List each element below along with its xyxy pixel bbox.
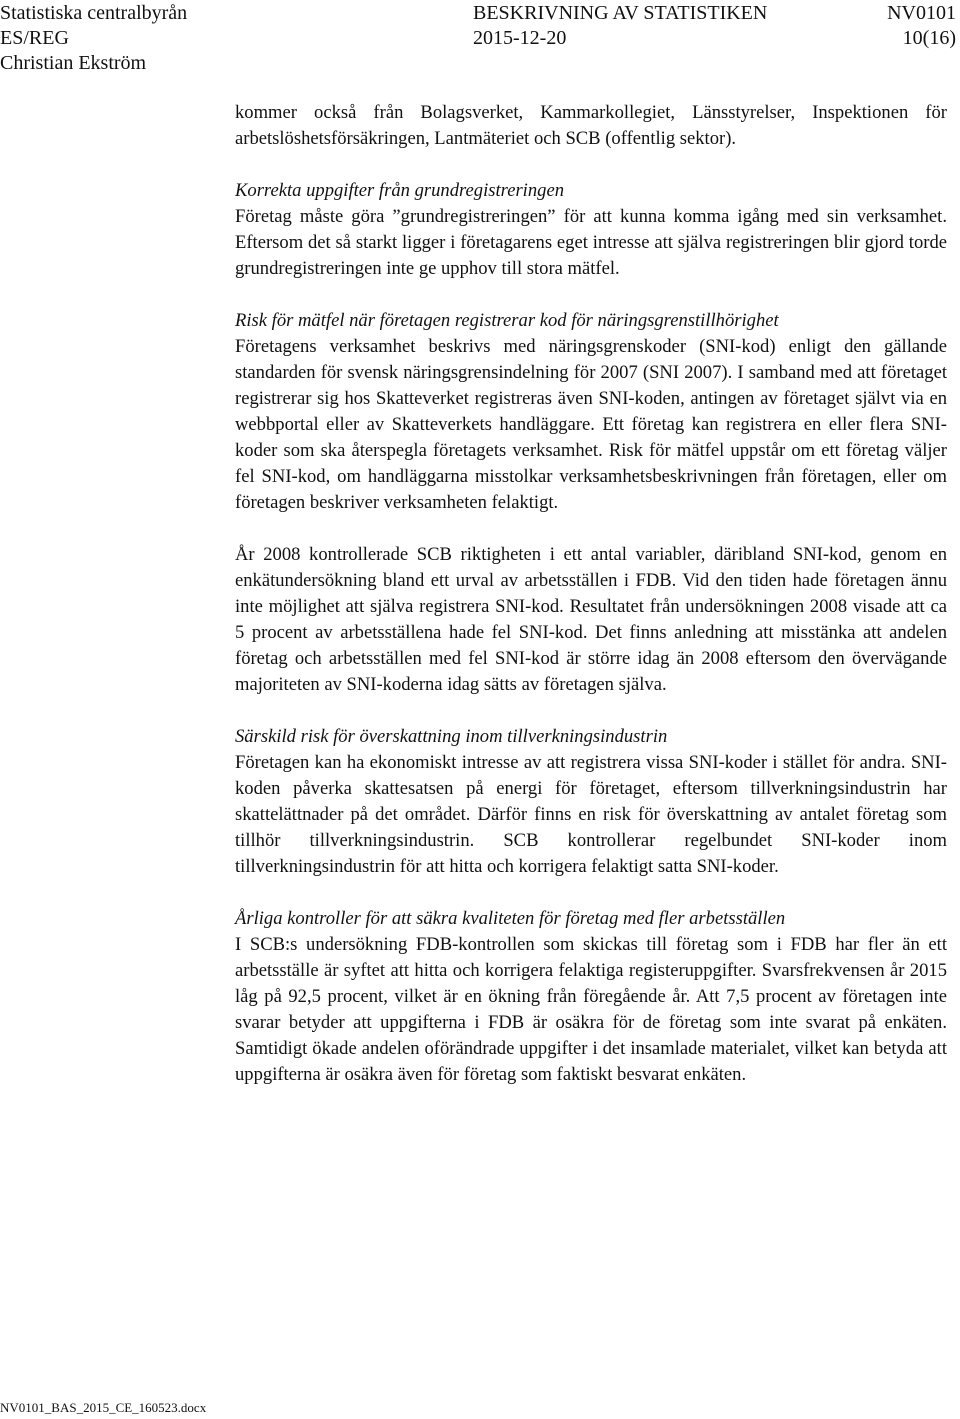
header-page-number: 10(16) [902,27,956,49]
section-heading: Korrekta uppgifter från grundregistreringen [235,180,564,201]
section-kontroll-2008 [235,542,947,698]
section-arliga-kontroller [235,906,947,1088]
page-footer [0,1400,206,1416]
page-header [0,0,960,80]
section-text: Företag måste göra ”grundregistreringen” för att kunna komma igång med sin verksamhet. Eftersom det så starkt ligger i företagarens eget intresse att själva registreringen blir gjord torde grundregistreringen inte ge upphov till stora mätfel. [235,206,947,279]
document-body [235,100,947,1114]
header-unit: ES/REG [0,27,69,49]
section-heading: Risk för mätfel när företagen registrerar kod för näringsgrenstillhörighet [235,310,779,331]
intro-paragraph [235,100,947,152]
section-tillverkningsindustri [235,724,947,880]
header-date: 2015-12-20 [473,27,567,49]
section-heading: Särskild risk för överskattning inom tillverkningsindustrin [235,726,668,747]
section-heading: Årliga kontroller för att säkra kvaliteten för företag med fler arbetsställen [235,908,786,929]
footer-filename: NV0101_BAS_2015_CE_160523.docx [0,1400,207,1415]
header-doc-title: BESKRIVNING AV STATISTIKEN [473,2,768,24]
section-grundregistrering [235,178,947,282]
section-text: Företagens verksamhet beskrivs med näringsgrenskoder (SNI-kod) enligt den gällande standarden för svensk näringsgrensindelning för 2007 (SNI 2007). I samband med att företaget registrerar sig hos Skatteverket registreras även SNI-koden, antingen av företaget självt via en webbportal eller av Skatteverkets handläggare. Ett företag kan registrera en eller flera SNI-koder som ska återspegla företagets verksamhet. Risk för mätfel uppstår om ett företag väljer fel SNI-kod, om handläggarna misstolkar verksamhetsbeskrivningen från företagen, eller om företagen beskriver verksamheten felaktigt. [235,336,947,513]
section-text: Företagen kan ha ekonomiskt intresse av att registrera vissa SNI-koder i stället för andra. SNI-koden påverka skattesatsen på energi för företaget, eftersom tillverkningsindustrin har skattelättnader på det området. Därför finns en risk för överskattning av antalet företag som tillhör tillverkningsindustrin. SCB kontrollerar regelbundet SNI-koder inom tillverkningsindustrin för att hitta och korrigera felaktigt satta SNI-koder. [235,752,947,877]
header-doc-code: NV0101 [887,2,956,24]
header-author: Christian Ekström [0,52,147,74]
section-text: I SCB:s undersökning FDB-kontrollen som skickas till företag som i FDB har fler än ett arbetsställe är syftet att hitta och korrigera felaktiga registeruppgifter. Svarsfrekvensen år 2015 låg på 92,5 procent, vilket är en ökning från föregående år. Att 7,5 procent av företagen inte svarar betyder att uppgifterna i FDB är osäkra för de företag som inte svarat på enkäten. Samtidigt ökade andelen oförändrade uppgifter i det insamlade materialet, vilket kan betyda att uppgifterna är osäkra även för företag som faktiskt besvarat enkäten. [235,934,947,1085]
intro-text: kommer också från Bolagsverket, Kammarkollegiet, Länsstyrelser, Inspektionen för arbetslöshetsförsäkringen, Lantmäteriet och SCB (offentlig sektor). [235,102,947,149]
section-sni-risk [235,308,947,516]
section-text: År 2008 kontrollerade SCB riktigheten i ett antal variabler, däribland SNI-kod, genom en enkätundersökning bland ett urval av arbetsställen i FDB. Vid den tiden hade företagen ännu inte möjlighet att själva registrera SNI-kod. Resultatet från undersökningen 2008 visade att ca 5 procent av arbetsställena hade fel SNI-kod. Det finns anledning att misstänka att andelen företag och arbetsställen med fel SNI-kod är större idag än 2008 eftersom den övervägande majoriteten av SNI-koderna idag sätts av företagen själva. [235,544,947,695]
header-org: Statistiska centralbyrån [0,2,188,24]
